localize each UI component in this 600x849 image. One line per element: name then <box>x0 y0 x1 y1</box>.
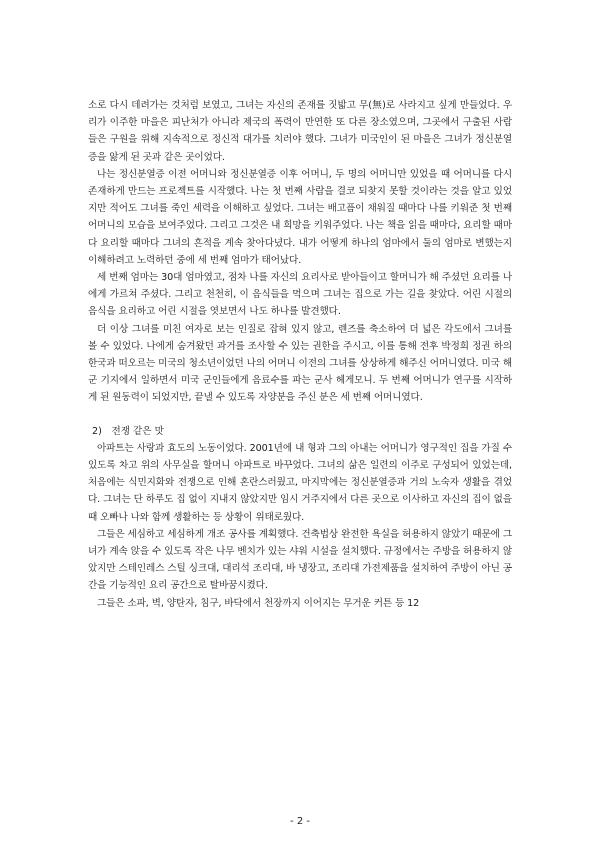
page-number: - 2 - <box>290 816 310 827</box>
paragraph: 나는 정신분열증 이전 어머니와 정신분열증 이후 어머니, 두 명의 어머니만 있었을 때 어머니를 다시 존재하게 만드는 프로젝트를 시작했다. 나는 첫 번째 사람을 결코 되찾지 못할 것이라는 것을 알고 있었지만 적어도 그녀를 죽인 세력을 이해하고 싶었다. 그녀는 배고픔이 채워질 때마다 나를 키워준 첫 번째 어머니의 모습을 보여주었다. 그리고 그것은 내 희망을 키워주었다. 나는 책을 읽을 때마다, 요리할 때마다 요리할 때마다 그녀의 흔적을 계속 찾아다녔다. 내가 어떻게 하나의 엄마에서 둘의 엄마로 변했는지 이해하려고 노력하던 중에 세 번째 엄마가 태어났다. <box>88 168 512 266</box>
paragraph: 세 번째 엄마는 30대 엄마였고, 점차 나를 자신의 요리사로 받아들이고 할머니가 해 주셨던 요리를 나에게 가르쳐 주셨다. 그리고 천천히, 이 음식들을 먹으며 그녀는 집으로 가는 길을 찾았다. 어린 시절의 음식을 요리하고 어린 시절을 엿보면서 나도 하나를 발견했다. <box>88 272 512 318</box>
paragraph: 그들은 세심하고 세심하게 개조 공사를 계획했다. 건축법상 완전한 욕실을 허용하지 않았기 때문에 그녀가 계속 앉을 수 있도록 작은 나무 벤치가 있는 샤워 시설을 설치했다. 규정에서는 주방을 허용하지 않았지만 스테인레스 스틸 싱크대, 대리석 조리대, 바 냉장고, 조리대 가전제품을 설치하여 주방이 아닌 공간을 기능적인 요리 공간으로 탈바꿈시켰다. <box>88 528 512 592</box>
document-body <box>88 97 512 612</box>
section-gap <box>88 407 512 423</box>
paragraph: 아파트는 사랑과 효도의 노동이었다. 2001년에 내 형과 그의 아내는 어머니가 영구적인 집을 가질 수 있도록 차고 위의 사무실을 할머니 아파트로 바꾸었다. 그녀의 삶은 일련의 이주로 구성되어 있었는데, 처음에는 식민지화와 전쟁으로 인해 혼란스러웠고, 마지막에는 정신분열증과 거의 노숙자 생활을 겪었다. 그녀는 단 하루도 집 없이 지내지 않았지만 임시 거주지에서 다른 곳으로 이사하고 자신의 집이 없을 때 오빠나 나와 함께 생활하는 등 상황이 위태로웠다. <box>88 442 512 523</box>
section-heading: 2) 전쟁 같은 맛 <box>92 425 164 437</box>
paragraph: 소로 다시 데려가는 것처럼 보였고, 그녀는 자신의 존재를 짓밟고 무(無)로 사라지고 싶게 만들었다. 우리가 이주한 마을은 피난처가 아니라 제국의 폭력이 만연한 또 다른 장소였으며, 그곳에서 구출된 사람들은 구원을 위해 지속적으로 정신적 대가를 치러야 했다. 그녀가 미국인이 된 마을은 그녀가 정신분열증을 앓게 된 곳과 같은 곳이었다. <box>88 100 512 163</box>
paragraph: 그들은 소파, 벽, 양탄자, 침구, 바닥에서 천장까지 이어지는 무거운 커튼 등 12 <box>97 597 420 609</box>
paragraph: 더 이상 그녀를 미친 여자로 보는 인질로 잡혀 있지 않고, 렌즈를 축소하여 더 넓은 각도에서 그녀를 볼 수 있었다. 나에게 숨겨왔던 과거를 조사할 수 있는 권한을 주시고, 이를 통해 전후 박정희 정권 하의 한국과 떠오르는 미국의 청소년이었던 나의 어머니 이전의 그녀를 상상하게 해주신 어머니였다. 미국 해군 기지에서 일하면서 미국 군인들에게 음료수를 파는 군사 헤게모니. 두 번째 어머니가 연구를 시작하게 된 원동력이 되었지만, 끝낼 수 있도록 자양분을 주신 분은 세 번째 어머니였다. <box>88 323 512 404</box>
